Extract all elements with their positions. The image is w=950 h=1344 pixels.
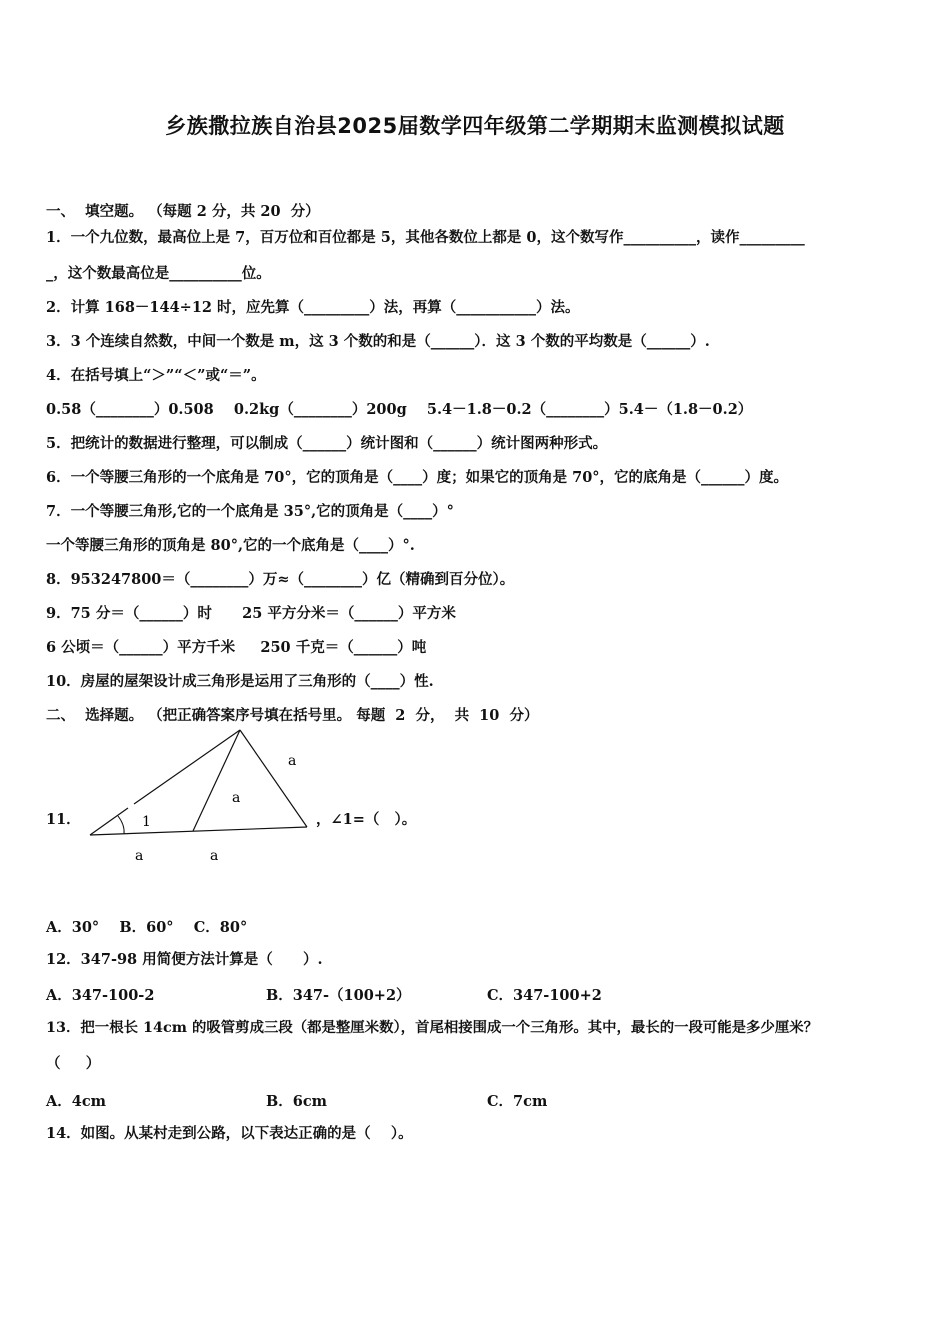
question-14: 14．如图。从某村走到公路，以下表达正确的是（ ）。 — [46, 1125, 413, 1142]
question-4-line-2: 0.58（________）0.508 0.2kg（________）200g 5.4－1.8－0.2（________）5.4－（1.8－0.2） — [46, 401, 753, 418]
inner-side — [193, 730, 240, 831]
question-7-line-2: 一个等腰三角形的顶角是 80°,它的一个底角是（____）°. — [46, 537, 415, 554]
label-side-right: a — [288, 753, 297, 769]
triangle-figure-svg — [80, 722, 320, 872]
question-13-paren: （ ） — [46, 1055, 101, 1072]
right-side — [240, 730, 307, 827]
page-title: 乡族撒拉族自治县2025届数学四年级第二学期期末监测模拟试题 — [165, 114, 785, 138]
question-10: 10．房屋的屋架设计成三角形是运用了三角形的（____）性. — [46, 673, 434, 690]
section1-heading: 一、 填空题。 （每题 2 分，共 20 分） — [46, 203, 320, 220]
question-2: 2．计算 168－144÷12 时，应先算（_________）法，再算（___________）法。 — [46, 299, 580, 316]
label-base-right: a — [210, 848, 219, 864]
question-12-option-a: A．347-100-2 — [46, 987, 155, 1004]
label-angle-1: 1 — [142, 814, 151, 830]
base-line — [90, 827, 307, 835]
question-6: 6．一个等腰三角形的一个底角是 70°，它的顶角是（____）度；如果它的顶角是 70°，它的底角是（______）度。 — [46, 469, 789, 486]
label-side-inner: a — [232, 790, 241, 806]
question-11-label: 11． — [46, 811, 81, 828]
question-3: 3．3 个连续自然数，中间一个数是 m，这 3 个数的和是（______）．这 3 个数的平均数是（______）. — [46, 333, 710, 350]
question-9-line-2: 6 公顷＝（______）平方千米 250 千克＝（______）吨 — [46, 639, 427, 656]
triangle-figure — [80, 722, 320, 876]
question-11-tail: ，∠1=（ ）。 — [316, 811, 417, 828]
question-13: 13．把一根长 14cm 的吸管剪成三段（都是整厘米数），首尾相接围成一个三角形。其中，最长的一段可能是多少厘米？ — [46, 1019, 819, 1036]
question-12: 12．347-98 用简便方法计算是（ ）. — [46, 951, 323, 968]
label-base-left: a — [135, 848, 144, 864]
question-1-line-2: _，这个数最高位是__________位。 — [46, 265, 271, 282]
question-7-line-1: 7．一个等腰三角形,它的一个底角是 35°,它的顶角是（____）° — [46, 503, 454, 520]
question-13-option-b: B．6cm — [266, 1093, 328, 1110]
question-8: 8．953247800＝（________）万≈（________）亿（精确到百分位）。 — [46, 571, 515, 588]
question-9-line-1: 9．75 分＝（______）时 25 平方分米＝（______）平方米 — [46, 605, 456, 622]
question-13-option-a: A．4cm — [46, 1093, 107, 1110]
left-side-lower — [90, 808, 128, 835]
question-12-option-c: C．347-100+2 — [487, 987, 602, 1004]
question-12-option-b: B．347-（100+2） — [266, 987, 411, 1004]
left-side-upper — [134, 730, 240, 804]
question-1-line-1: 1．一个九位数，最高位上是 7，百万位和百位都是 5，其他各数位上都是 0，这个数写作__________，读作_________ — [46, 229, 805, 246]
question-11-options: A．30° B．60° C．80° — [46, 919, 248, 936]
question-5: 5．把统计的数据进行整理，可以制成（______）统计图和（______）统计图两种形式。 — [46, 435, 608, 452]
question-13-option-c: C．7cm — [487, 1093, 548, 1110]
section2-heading: 二、 选择题。 （把正确答案序号填在括号里。 每题 2 分， 共 10 分） — [46, 707, 539, 724]
angle-arc — [118, 816, 124, 834]
question-4-line-1: 4．在括号填上“＞”“＜”或“＝”。 — [46, 367, 266, 384]
